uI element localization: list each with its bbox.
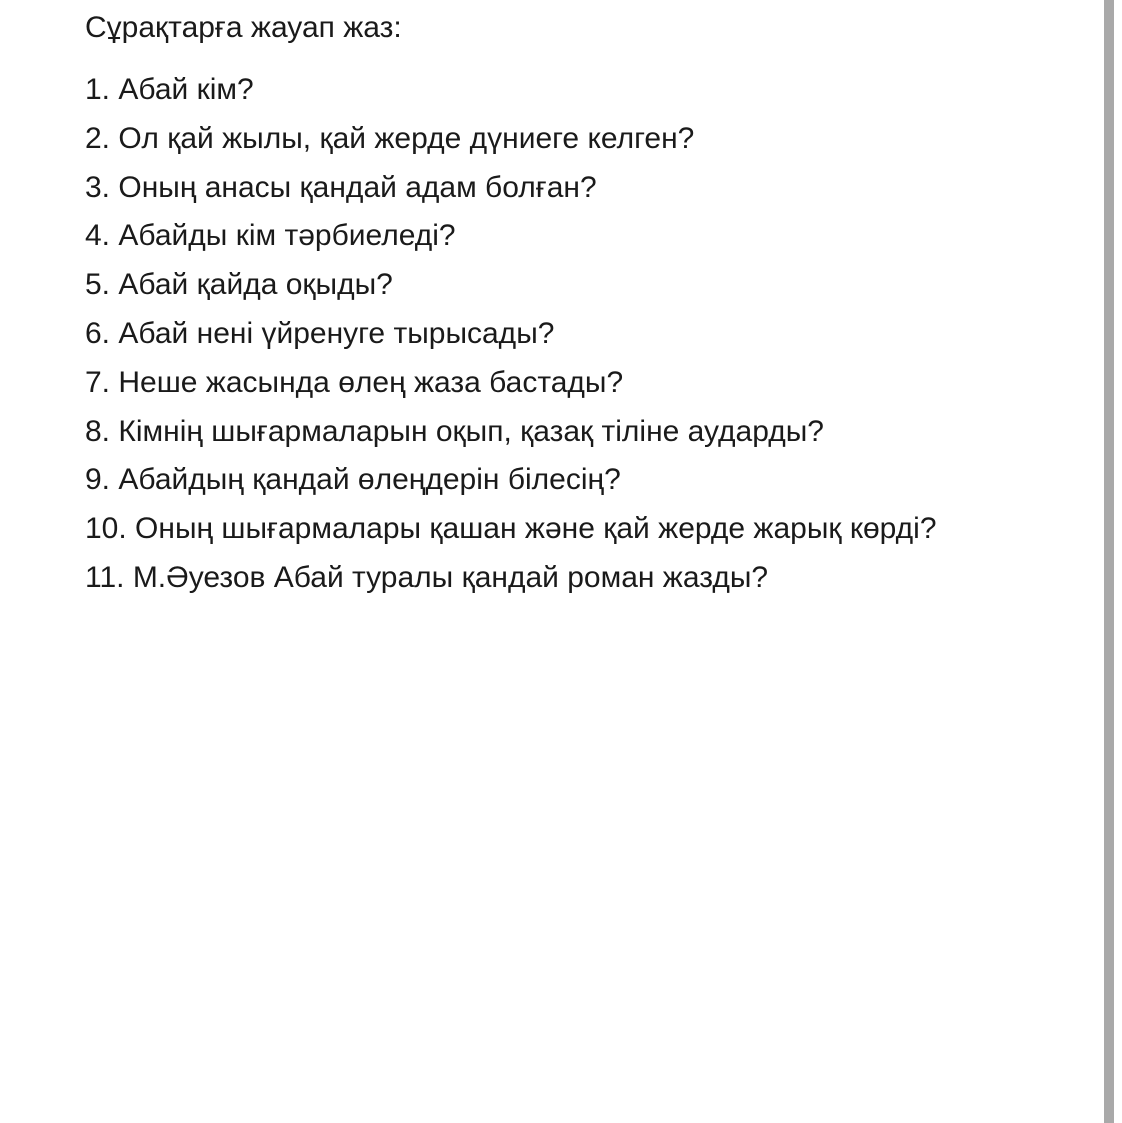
page-edge-divider <box>1104 0 1114 1123</box>
page-margin <box>1114 0 1122 1123</box>
question-item: 2. Ол қай жылы, қай жерде дүниеге келген? <box>85 121 695 155</box>
question-item: 9. Абайдың қандай өлеңдерін білесің? <box>85 463 621 497</box>
question-item: 10. Оның шығармалары қашан және қай жерде жарық көрді? <box>85 512 937 546</box>
question-item: 6. Абай нені үйренуге тырысады? <box>85 316 555 350</box>
question-item: 3. Оның анасы қандай адам болған? <box>85 170 597 204</box>
question-list <box>85 72 937 609</box>
question-item: 5. Абай қайда оқыды? <box>85 268 393 302</box>
page-heading: Сұрақтарға жауап жаз: <box>85 11 402 44</box>
question-item: 8. Кімнің шығармаларын оқып, қазақ тіліне аударды? <box>85 414 824 448</box>
question-item: 11. М.Әуезов Абай туралы қандай роман жазды? <box>85 560 769 594</box>
question-item: 7. Неше жасында өлең жаза бастады? <box>85 365 624 399</box>
question-item: 1. Абай кім? <box>85 73 254 106</box>
question-item: 4. Абайды кім тәрбиеледі? <box>85 219 456 253</box>
